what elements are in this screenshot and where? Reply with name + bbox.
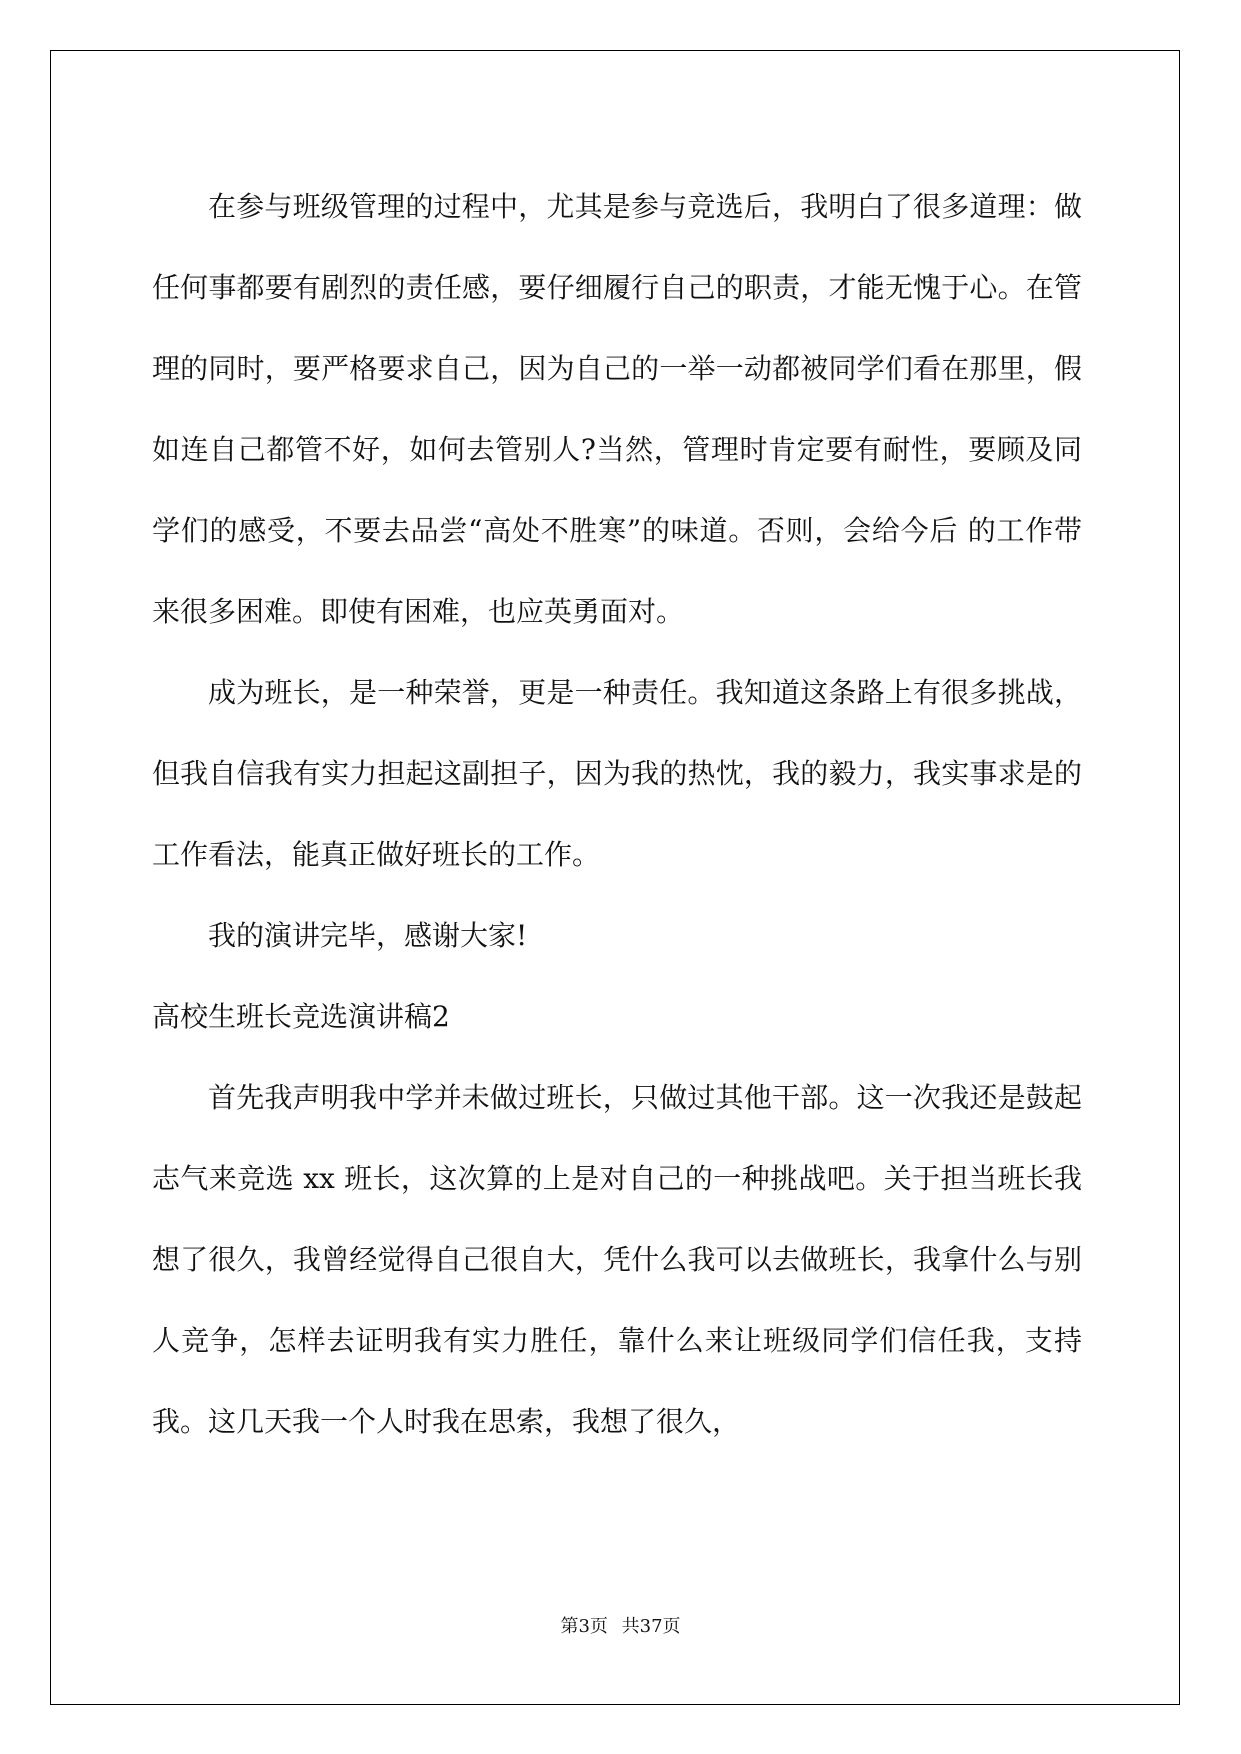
page-total: 共37页: [621, 1616, 681, 1637]
document-body: [152, 166, 1082, 1462]
paragraph: 在参与班级管理的过程中，尤其是参与竞选后，我明白了很多道理：做任何事都要有剧烈的责任感，要仔细履行自己的职责，才能无愧于心。在管理的同时，要严格要求自己，因为自己的一举一动都被同学们看在那里，假如连自己都管不好，如何去管别人?当然，管理时肯定要有耐性，要顾及同学们的感受，不要去品尝“高处不胜寒”的味道。否则，会给今后 的工作带来很多困难。即使有困难，也应英勇面对。: [152, 190, 1082, 628]
page-footer: [0, 1612, 1241, 1638]
paragraph: 首先我声明我中学并未做过班长，只做过其他干部。这一次我还是鼓起志气来竞选 xx 班长，这次算的上是对自己的一种挑战吧。关于担当班长我想了很久，我曾经觉得自己很自大，凭什么我可以去做班长，我拿什么与别人竞争，怎样去证明我有实力胜任，靠什么来让班级同学们信任我，支持我。这几天我一个人时我在思索，我想了很久，: [152, 1081, 1082, 1438]
paragraph: 成为班长，是一种荣誉，更是一种责任。我知道这条路上有很多挑战，但我自信我有实力担起这副担子，因为我的热忱，我的毅力，我实事求是的工作看法，能真正做好班长的工作。: [152, 676, 1082, 871]
section-heading: 高校生班长竞选演讲稿2: [152, 1000, 450, 1033]
paragraph: 我的演讲完毕，感谢大家!: [208, 919, 528, 952]
page-number: 第3页: [560, 1616, 608, 1637]
